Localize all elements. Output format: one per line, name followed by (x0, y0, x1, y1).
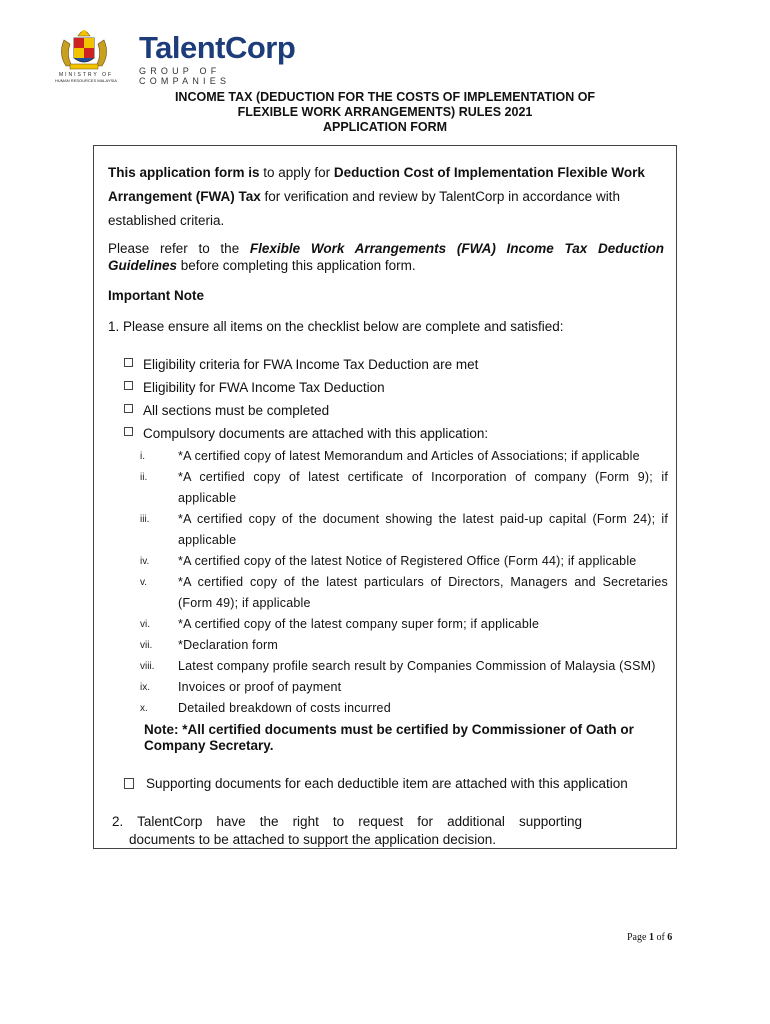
intro-bold-a: This application form is (108, 165, 260, 180)
checkbox-icon[interactable] (124, 358, 133, 367)
document-item-number: vi. (140, 619, 150, 630)
document-item-number: x. (140, 703, 148, 714)
document-item-number: iv. (140, 556, 150, 567)
document-item (140, 572, 668, 614)
document-item (140, 509, 668, 551)
refer-paragraph (108, 240, 664, 274)
document-item (140, 656, 668, 677)
checklist-item-label: All sections must be completed (143, 403, 330, 418)
document-item-number: vii. (140, 640, 153, 651)
document-item-text: Detailed breakdown of costs incurred (178, 701, 391, 715)
document-title (0, 90, 770, 135)
document-item (140, 551, 668, 572)
document-item-text: *A certified copy of the latest company super form; if applicable (178, 617, 540, 631)
checkbox-icon[interactable] (124, 778, 134, 789)
document-item-text: *Declaration form (178, 638, 278, 652)
document-item (140, 698, 668, 719)
instructions-box (93, 145, 677, 849)
ministry-label (44, 72, 128, 84)
ministry-line2: HUMAN RESOURCES MALAYSIA (55, 78, 117, 83)
checklist-item (124, 426, 488, 441)
checklist-item (124, 357, 478, 372)
refer-text-a: Please refer to the (108, 241, 250, 256)
title-line1: INCOME TAX (DEDUCTION FOR THE COSTS OF IMPLEMENTATION OF (174, 90, 596, 104)
talentcorp-logo (139, 31, 295, 86)
document-item-text: *A certified copy of the latest Notice of Registered Office (Form 44); if applicable (178, 554, 637, 568)
checklist-item (124, 403, 329, 418)
page-number (627, 932, 672, 943)
item-2-paragraph (112, 813, 582, 849)
intro-text-d: for verification and review by TalentCorp in accordance with established criteria. (108, 189, 620, 228)
page-word: Page (627, 932, 647, 943)
checklist-item-label: Eligibility for FWA Income Tax Deduction (143, 380, 385, 395)
checkbox-icon[interactable] (124, 404, 133, 413)
current-page: 1 (648, 932, 654, 943)
checkbox-icon[interactable] (124, 381, 133, 390)
certification-note: Note: *All certified documents must be certified by Commissioner of Oath or Company Secretary. (144, 722, 634, 753)
guidelines-reference: Flexible Work Arrangements (FWA) Income Tax Deduction Guidelines (108, 241, 664, 273)
document-item-text: *A certified copy of the document showing the latest paid-up capital (Form 24); if applicable (178, 512, 668, 547)
document-item-text: *A certified copy of the latest particulars of Directors, Managers and Secretaries (Form 49); if applicable (178, 575, 668, 610)
checklist-item-label: Eligibility criteria for FWA Income Tax Deduction are met (143, 357, 479, 372)
item-2-line1: 2. TalentCorp have the right to request for additional supporting (112, 814, 582, 829)
supporting-documents-label: Supporting documents for each deductible item are attached with this application (146, 776, 628, 791)
document-item-text: *A certified copy of latest Memorandum and Articles of Associations; if applicable (178, 449, 640, 463)
document-item-text: Invoices or proof of payment (178, 680, 342, 694)
title-line3: APPLICATION FORM (322, 120, 448, 134)
intro-text-b: to apply for (259, 165, 334, 180)
of-word: of (656, 932, 665, 943)
brand-name: TalentCorp (139, 30, 296, 65)
document-item-number: viii. (140, 661, 155, 672)
document-item-number: ix. (140, 682, 150, 693)
item-2-line2: documents to be attached to support the application decision. (129, 832, 496, 847)
document-item-text: *A certified copy of latest certificate of Incorporation of company (Form 9); if applicable (178, 470, 668, 505)
title-line2: FLEXIBLE WORK ARRANGEMENTS) RULES 2021 (237, 105, 533, 119)
document-item-number: i. (140, 451, 145, 462)
document-item-text: Latest company profile search result by Companies Commission of Malaysia (SSM) (178, 659, 656, 673)
document-item-number: ii. (140, 472, 148, 483)
checklist-item-label: Compulsory documents are attached with this application: (143, 426, 489, 441)
document-item (140, 677, 668, 698)
total-pages: 6 (667, 932, 673, 943)
document-item-number: iii. (140, 514, 150, 525)
document-item (140, 467, 668, 509)
document-item-number: v. (140, 577, 148, 588)
brand-subtitle: GROUP OF COMPANIES (139, 66, 231, 86)
intro-bold-c: Deduction Cost of Implementation Flexible Work Arrangement (FWA) Tax (108, 165, 645, 204)
intro-paragraph (108, 161, 664, 233)
supporting-documents-item (124, 776, 628, 791)
document-item (140, 614, 668, 635)
checklist-instruction: 1. Please ensure all items on the checklist below are complete and satisfied: (108, 319, 564, 334)
checkbox-icon[interactable] (124, 427, 133, 436)
important-note-heading: Important Note (108, 288, 204, 303)
refer-text-c: before completing this application form. (177, 258, 416, 273)
document-item (140, 446, 668, 467)
ministry-line1: MINISTRY OF (58, 72, 114, 78)
document-item (140, 635, 668, 656)
checklist-item (124, 380, 385, 395)
